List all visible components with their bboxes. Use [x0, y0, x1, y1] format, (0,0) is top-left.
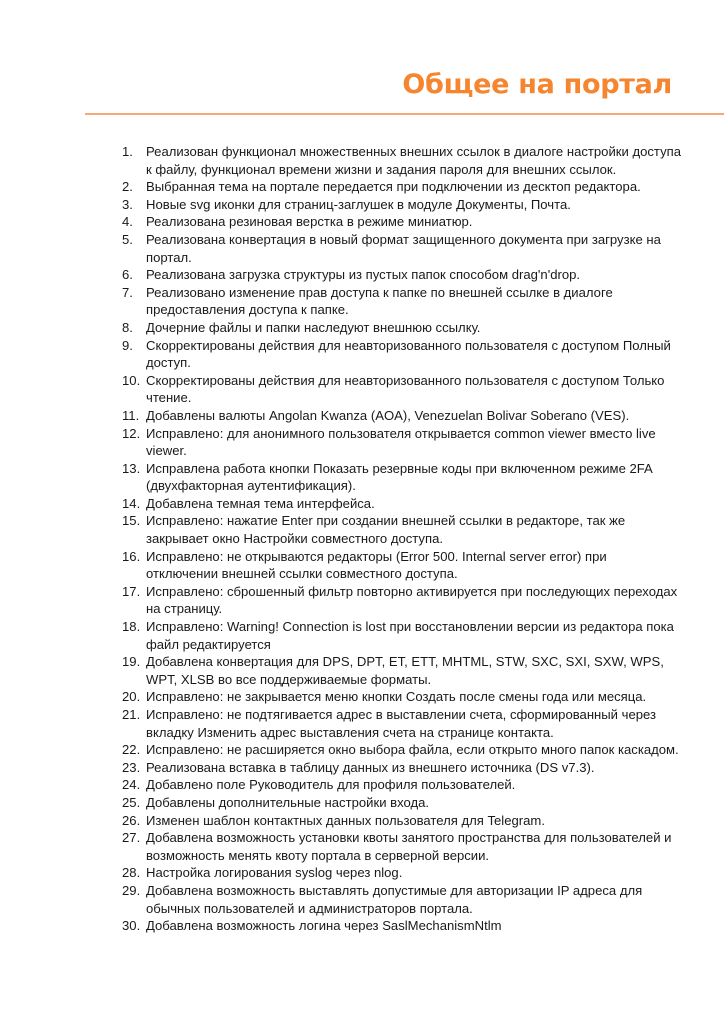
- item-number: 23.: [122, 759, 141, 775]
- item-number: 2.: [122, 179, 133, 195]
- item-text: Реализована резиновая верстка в режиме миниатюр.: [146, 214, 473, 230]
- item-text: Новые svg иконки для страниц-заглушек в модуле Документы, Почта.: [146, 196, 571, 212]
- item-number: 9.: [122, 337, 133, 353]
- item-number: 1.: [122, 144, 133, 159]
- list-item: [122, 512, 682, 547]
- list-item: [122, 618, 682, 653]
- item-number: 11.: [122, 407, 140, 423]
- list-item: [122, 706, 682, 741]
- list-item: [122, 653, 682, 688]
- item-text: Выбранная тема на портале передается при подключении из десктоп редактора.: [146, 179, 641, 195]
- item-number: 12.: [122, 425, 141, 441]
- item-text: Дочерние файлы и папки наследуют внешнюю ссылку.: [146, 319, 481, 335]
- list-item: [122, 688, 682, 706]
- list-item: [122, 407, 682, 425]
- item-text: Добавлена конвертация для DPS, DPT, ET, ETT, MHTML, STW, SXC, SXI, SXW, WPS, WPT, XLSB во все поддерживаемые форматы.: [146, 654, 664, 687]
- item-number: 10.: [122, 372, 141, 388]
- list-item: [122, 864, 682, 882]
- item-text: Исправлено: для анонимного пользователя открывается common viewer вместо live viewer.: [146, 425, 656, 459]
- list-item: [122, 196, 682, 214]
- item-text: Реализован функционал множественных внешних ссылок в диалоге настройки доступа к файлу, функционал времени жизни и задания пароля для внешних ссылок.: [146, 144, 681, 177]
- item-text: Исправлено: не расширяется окно выбора файла, если открыто много папок каскадом.: [146, 742, 679, 758]
- item-text: Добавлены валюты Angolan Kwanza (AOA), Venezuelan Bolivar Soberano (VES).: [146, 407, 630, 423]
- item-number: 27.: [122, 830, 141, 846]
- item-text: Реализована загрузка структуры из пустых папок способом drag'n'drop.: [146, 267, 581, 283]
- list-item: [122, 231, 682, 266]
- list-item: [122, 495, 682, 513]
- item-number: 8.: [122, 319, 133, 335]
- list-item: [122, 917, 682, 935]
- item-number: 21.: [122, 707, 141, 722]
- item-number: 22.: [122, 742, 141, 758]
- item-text: Добавлена темная тема интерфейса.: [146, 495, 375, 511]
- item-text: Исправлена работа кнопки Показать резервные коды при включенном режиме 2FA (двухфакторная аутентификация).: [146, 460, 653, 494]
- list-item: [122, 143, 682, 178]
- item-number: 29.: [122, 882, 141, 898]
- list-item: [122, 759, 682, 777]
- item-number: 26.: [122, 812, 141, 828]
- item-number: 6.: [122, 267, 133, 283]
- item-number: 18.: [122, 619, 141, 635]
- item-number: 16.: [122, 548, 141, 564]
- item-text: Реализовано изменение прав доступа к папке по внешней ссылке в диалоге предоставления доступа к папке.: [146, 284, 613, 318]
- list-item: [122, 284, 682, 319]
- item-text: Реализована конвертация в новый формат защищенного документа при загрузке на портал.: [146, 231, 661, 265]
- list-item: [122, 776, 682, 794]
- list-item: [122, 548, 682, 583]
- item-number: 3.: [122, 196, 133, 212]
- item-number: 28.: [122, 865, 141, 881]
- title-divider: [85, 113, 724, 115]
- list-item: [122, 829, 682, 864]
- item-number: 25.: [122, 794, 141, 810]
- item-number: 13.: [122, 460, 141, 476]
- item-text: Исправлено: не закрывается меню кнопки Создать после смены года или месяца.: [146, 689, 647, 705]
- item-text: Исправлено: не подтягивается адрес в выставлении счета, сформированный через вкладку Изменить адрес выставления счета на странице контакта.: [146, 707, 657, 740]
- item-number: 17.: [122, 583, 141, 599]
- list-item: [122, 812, 682, 830]
- item-text: Исправлено: не открываются редакторы (Error 500. Internal server error) при отключении внешней ссылки совместного доступа.: [146, 548, 607, 582]
- list-item: [122, 266, 682, 284]
- page-title: Общее на портал: [402, 69, 672, 100]
- item-text: Добавлена возможность установки квоты занятого пространства для пользователей и возможность менять квоту портала в серверной версии.: [146, 830, 672, 863]
- item-text: Исправлено: нажатие Enter при создании внешней ссылки в редакторе, так же закрывает окно Настройки совместного доступа.: [146, 513, 626, 547]
- item-text: Изменен шаблон контактных данных пользователя для Telegram.: [146, 812, 545, 828]
- list-item: [122, 319, 682, 337]
- list-item: [122, 583, 682, 618]
- item-number: 7.: [122, 284, 133, 300]
- list-item: [122, 425, 682, 460]
- item-text: Скорректированы действия для неавторизованного пользователя с доступом Полный доступ.: [146, 337, 671, 371]
- item-number: 14.: [122, 495, 141, 511]
- item-text: Настройка логирования syslog через nlog.: [146, 865, 403, 881]
- item-text: Реализована вставка в таблицу данных из внешнего источника (DS v7.3).: [146, 759, 595, 775]
- item-number: 19.: [122, 654, 141, 670]
- item-number: 15.: [122, 513, 141, 529]
- list-item: [122, 178, 682, 196]
- item-number: 5.: [122, 231, 133, 247]
- list-item: [122, 460, 682, 495]
- item-text: Добавлены дополнительные настройки входа.: [146, 794, 430, 810]
- item-number: 4.: [122, 214, 133, 230]
- item-text: Исправлено: сброшенный фильтр повторно активируется при последующих переходах на страницу.: [146, 583, 678, 617]
- item-number: 20.: [122, 689, 141, 705]
- list-item: [122, 213, 682, 231]
- item-text: Добавлена возможность выставлять допустимые для авторизации IP адреса для обычных пользователей и администраторов портала.: [146, 882, 643, 916]
- list-item: [122, 337, 682, 372]
- list-item: [122, 372, 682, 407]
- list-item: [122, 794, 682, 812]
- item-text: Добавлено поле Руководитель для профиля пользователей.: [146, 777, 516, 793]
- item-number: 30.: [122, 918, 141, 934]
- item-text: Исправлено: Warning! Connection is lost при восстановлении версии из редактора пока файл редактируется: [146, 619, 674, 652]
- list-item: [122, 741, 682, 759]
- changelog-list: [122, 143, 682, 935]
- item-number: 24.: [122, 777, 141, 793]
- item-text: Скорректированы действия для неавторизованного пользователя с доступом Только чтение.: [146, 372, 665, 406]
- list-item: [122, 882, 682, 917]
- item-text: Добавлена возможность логина через SaslMechanismNtlm: [146, 918, 502, 934]
